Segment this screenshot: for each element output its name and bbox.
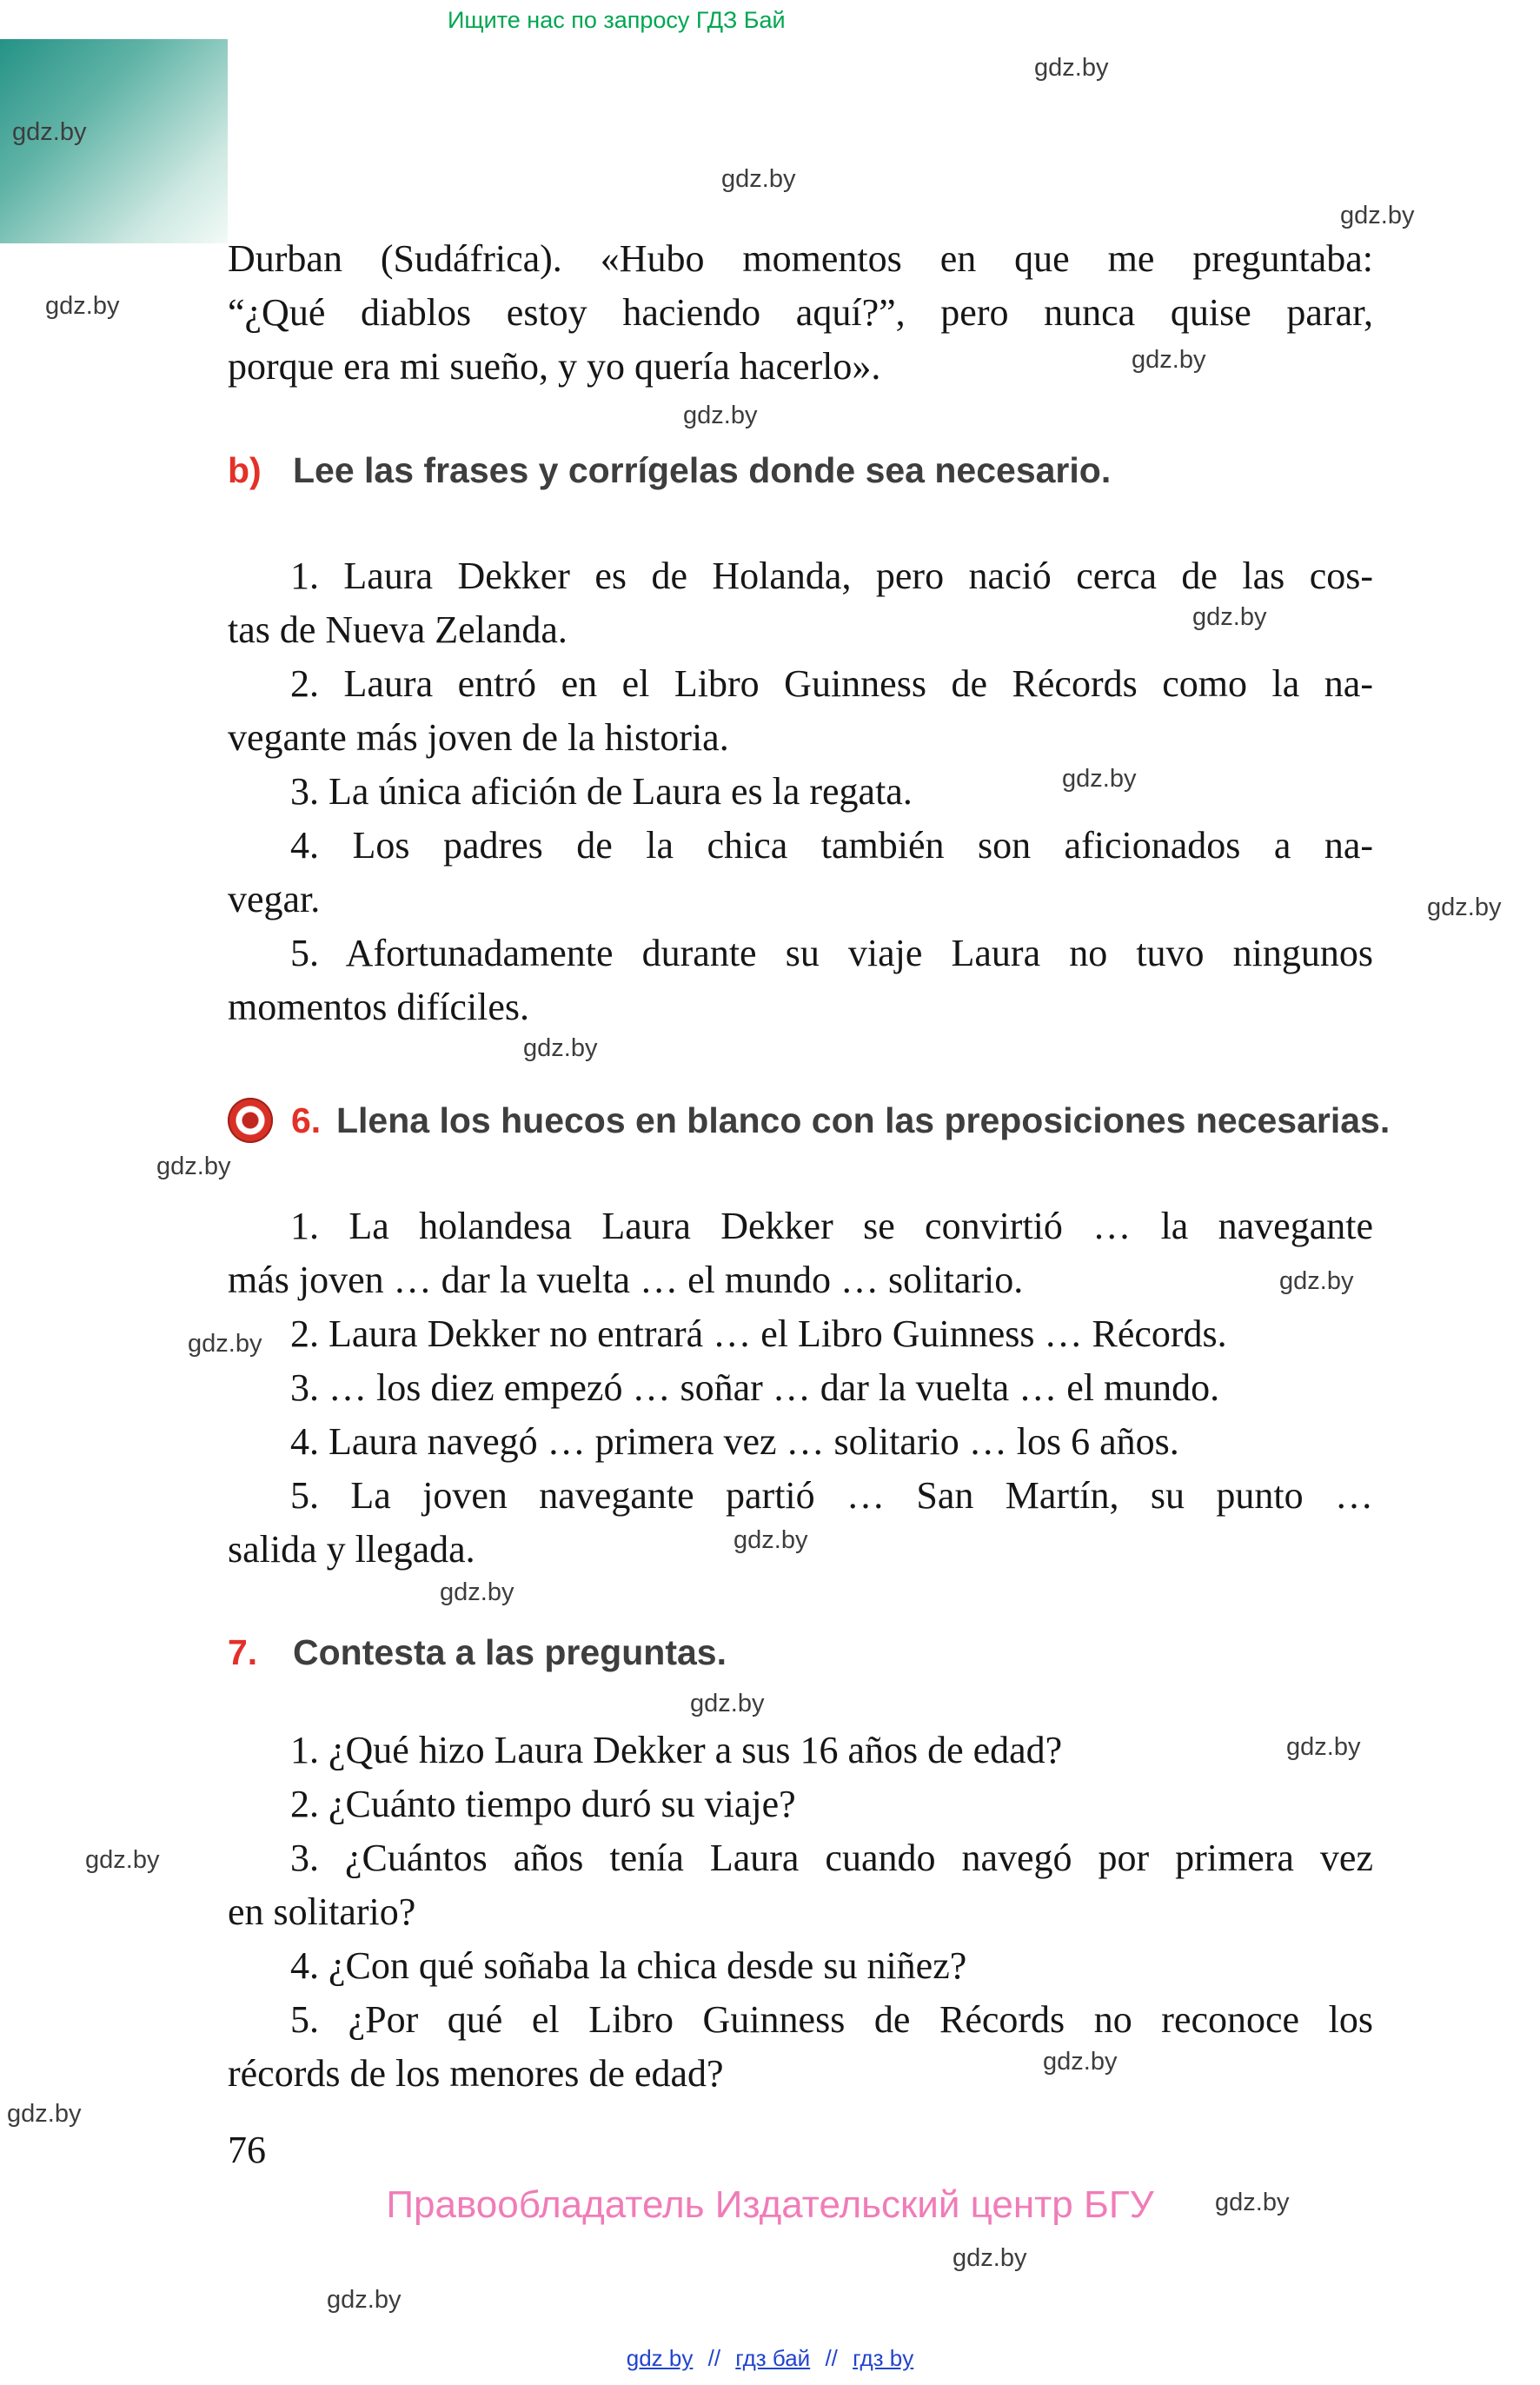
text-line: 4. Laura navegó … primera vez … solitario … los 6 años. — [290, 1420, 1179, 1463]
text-line: 3. … los diez empezó … soñar … dar la vuelta … el mundo. — [290, 1366, 1220, 1409]
gdz-link-3[interactable]: гдз by — [853, 2345, 914, 2371]
gdz-link-1[interactable]: gdz by — [626, 2345, 694, 2371]
bottom-links — [621, 2345, 919, 2372]
exercise-7-title: Contesta a las preguntas. — [293, 1631, 727, 1672]
exercise-b-title: Lee las frases y corrígelas donde sea necesario. — [293, 449, 1112, 490]
watermark-text: gdz.by — [156, 1153, 231, 1180]
watermark-text: gdz.by — [721, 165, 796, 193]
text-line: 2. ¿Cuánto tiempo duró su viaje? — [290, 1783, 796, 1825]
watermark-text: gdz.by — [1279, 1267, 1354, 1295]
corner-gradient-square — [0, 39, 228, 243]
text-line: 2. Laura entró en el Libro Guinness de Récords como la na- — [290, 662, 1373, 705]
watermark-text: gdz.by — [690, 1690, 765, 1717]
text-line: “¿Qué diablos estoy haciendo aquí?”, pero nunca quise parar, — [228, 291, 1373, 334]
exercise-6-number: 6. — [291, 1099, 322, 1140]
text-line: salida y llegada. — [228, 1528, 475, 1571]
watermark-text: gdz.by — [1043, 2048, 1118, 2076]
intro-paragraph — [228, 232, 1373, 394]
watermark-text: gdz.by — [1215, 2189, 1290, 2216]
watermark-text: gdz.by — [85, 1846, 160, 1874]
text-line: 3. ¿Cuántos años tenía Laura cuando navegó por primera vez — [290, 1837, 1373, 1879]
text-line: más joven … dar la vuelta … el mundo … solitario. — [228, 1259, 1024, 1301]
exercise-6-title: Llena los huecos en blanco con las preposiciones necesarias. — [336, 1099, 1391, 1140]
text-line: 4. ¿Con qué soñaba la chica desde su niñez? — [290, 1944, 967, 1987]
watermark-text: gdz.by — [7, 2100, 82, 2128]
text-line: en solitario? — [228, 1890, 416, 1933]
text-line: 1. La holandesa Laura Dekker se convirtió … la navegante — [290, 1205, 1373, 1247]
watermark-text: gdz.by — [1132, 346, 1206, 374]
text-line: récords de los menores de edad? — [228, 2052, 724, 2095]
text-line: 3. La única afición de Laura es la regata. — [290, 770, 913, 813]
watermark-text: gdz.by — [733, 1526, 808, 1554]
watermark-text: gdz.by — [523, 1034, 598, 1062]
watermark-text: gdz.by — [953, 2244, 1027, 2272]
exercise-b-label: b) — [228, 449, 262, 490]
watermark-text: gdz.by — [1034, 54, 1109, 82]
text-line: tas de Nueva Zelanda. — [228, 608, 568, 651]
watermark-text: gdz.by — [188, 1330, 262, 1358]
text-line: vegante más joven de la historia. — [228, 716, 729, 759]
exercise-b-items — [228, 549, 1373, 1034]
exercise-b-heading — [228, 448, 1111, 493]
watermark-text: gdz.by — [45, 292, 120, 320]
watermark-text: gdz.by — [12, 118, 87, 146]
exercise-7-items — [228, 1724, 1373, 2101]
link-separator: // — [825, 2345, 838, 2371]
watermark-text: gdz.by — [1192, 603, 1267, 631]
copyright-text: Правообладатель Издательский центр БГУ — [386, 2183, 1154, 2226]
exercise-6-items — [228, 1199, 1373, 1577]
exercise-6-heading — [228, 1098, 1390, 1143]
text-line: Durban (Sudáfrica). «Hubo momentos en que me preguntaba: — [228, 237, 1373, 280]
watermark-text: gdz.by — [327, 2286, 402, 2314]
watermark-text: gdz.by — [440, 1578, 514, 1606]
watermark-text: gdz.by — [1286, 1733, 1361, 1761]
top-banner-text: Ищите нас по запросу ГДЗ Бай — [448, 7, 786, 33]
text-line: porque era mi sueño, y yo quería hacerlo». — [228, 345, 881, 388]
exercise-7-number: 7. — [228, 1631, 258, 1672]
watermark-text: gdz.by — [1340, 202, 1415, 229]
watermark-text: gdz.by — [1062, 765, 1137, 793]
text-line: 5. ¿Por qué el Libro Guinness de Récords no reconoce los — [290, 1998, 1373, 2041]
watermark-text: gdz.by — [683, 402, 758, 429]
gdz-link-2[interactable]: гдз бай — [735, 2345, 811, 2371]
watermark-text: gdz.by — [1427, 894, 1502, 921]
text-line: 4. Los padres de la chica también son aficionados a na- — [290, 824, 1373, 867]
text-line: 2. Laura Dekker no entrará … el Libro Guinness … Récords. — [290, 1312, 1227, 1355]
text-line: momentos difíciles. — [228, 986, 530, 1028]
page-number: 76 — [228, 2129, 266, 2171]
text-line: vegar. — [228, 878, 321, 920]
link-separator: // — [707, 2345, 721, 2371]
exercise-7-heading — [228, 1630, 727, 1675]
text-line: 1. ¿Qué hizo Laura Dekker a sus 16 años de edad? — [290, 1729, 1063, 1771]
target-icon — [228, 1098, 273, 1143]
text-line: 5. La joven navegante partió … San Martín, su punto … — [290, 1474, 1373, 1517]
text-line: 1. Laura Dekker es de Holanda, pero nació cerca de las cos- — [290, 555, 1373, 597]
text-line: 5. Afortunadamente durante su viaje Laura no tuvo ningunos — [290, 932, 1373, 974]
